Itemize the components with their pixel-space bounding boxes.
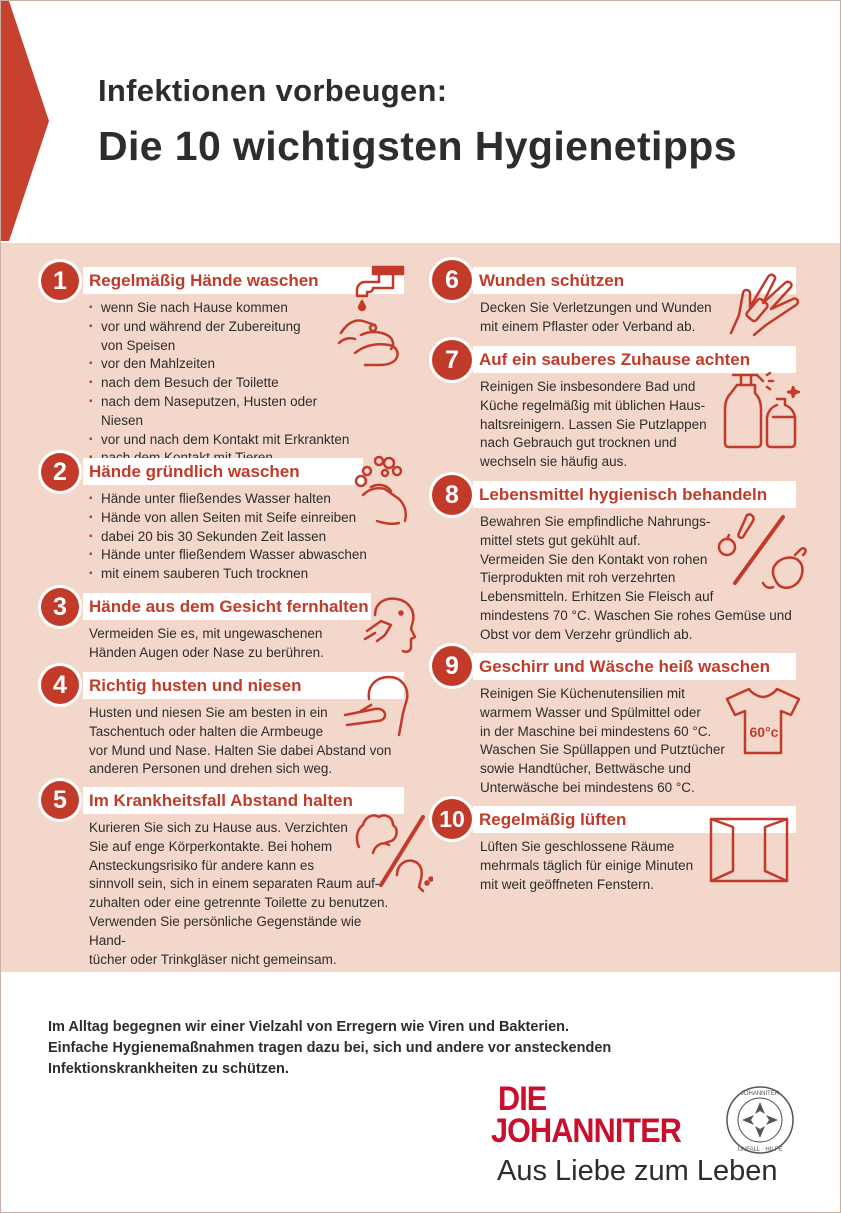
list-item: ▪ vor und nach dem Kontakt mit Erkrankten [89, 431, 359, 450]
tip-number: 1 [41, 262, 79, 300]
footer-text: Im Alltag begegnen wir einer Vielzahl von Erregern wie Viren und Bakterien. Einfache Hygienemaßnahmen tragen dazu bei, sich und andere vor ansteckenden Infektionskrankheiten zu schützen. [48, 1019, 612, 1077]
list-item: ▪ Hände von allen Seiten mit Seife einreiben [89, 509, 369, 528]
brand-logo-line1: DIE [498, 1080, 547, 1118]
tip-text: Reinigen Sie insbesondere Bad und Küche regelmäßig mit üblichen Haus- haltsreinigern. Lassen Sie Putzlappen nach Gebrauch gut trocknen und wechseln sie häufig aus. [480, 379, 707, 470]
chevron-decoration [1, 1, 51, 241]
tip-heading: Regelmäßig Hände waschen [83, 267, 404, 294]
tip-number: 6 [432, 260, 472, 300]
svg-text:JOHANNITER: JOHANNITER [740, 1091, 780, 1097]
temperature-label: 60°c [749, 724, 779, 740]
johanniter-seal-icon [725, 1085, 795, 1155]
list-item: ▪ nach dem Naseputzen, Husten oder Niesen [89, 393, 359, 431]
page-subtitle: Infektionen vorbeugen: [98, 73, 448, 108]
tip-number: 10 [432, 799, 472, 839]
page-title: Die 10 wichtigsten Hygienetipps [98, 123, 737, 169]
tip-number: 5 [41, 781, 79, 819]
tip-text: Kurieren Sie sich zu Hause aus. Verzichten Sie auf enge Körperkontakte. Bei hohem Ansteckungsrisiko für andere kann es sinnvoll sein, sich in einem separaten Raum auf- zuhalten oder eine getrennte Toilette zu benutzen. Verwenden Sie persönliche Gegenstände wie Hand- tücher oder Trinkgläser nicht gemeinsam. [89, 820, 389, 967]
tip-number: 9 [432, 646, 472, 686]
list-item: ▪ Hände unter fließendem Wasser abwaschen [89, 546, 369, 565]
list-item: ▪ dabei 20 bis 30 Sekunden Zeit lassen [89, 528, 369, 547]
tip-heading: Wunden schützen [473, 267, 796, 294]
cleaning-bottles-icon [719, 371, 805, 451]
list-item: ▪ vor den Mahlzeiten [89, 355, 359, 374]
distance-icon [353, 803, 433, 893]
list-item: ▪ mit einem sauberen Tuch trocknen [89, 565, 369, 584]
open-window-icon [707, 815, 791, 885]
tip-number: 8 [432, 475, 472, 515]
tip-text: Reinigen Sie Küchenutensilien mit warmem Wasser und Spülmittel oder in der Maschine bei mindestens 60 °C. Waschen Sie Spüllappen und Putztücher sowie Handtücher, Bettwäsche und Unterwäsche bei mindestens 60 °C. [480, 686, 725, 795]
tip-heading: Lebensmittel hygienisch behandeln [473, 481, 796, 508]
cough-elbow-icon [341, 671, 413, 739]
tip-heading: Hände aus dem Gesicht fernhalten [83, 593, 371, 620]
tshirt-60-icon [721, 685, 805, 757]
list-item: ▪ wenn Sie nach Hause kommen [89, 299, 359, 318]
tip-text: Lüften Sie geschlossene Räume mehrmals täglich für einige Minuten mit weit geöffneten Fenstern. [480, 839, 694, 892]
tip-number: 3 [41, 588, 79, 626]
tip-number: 4 [41, 666, 79, 704]
tip-heading: Geschirr und Wäsche heiß waschen [473, 653, 796, 680]
food-separation-icon [711, 509, 811, 601]
tip-heading: Richtig husten und niesen [83, 672, 404, 699]
tip-text: Vermeiden Sie es, mit ungewaschenen Händen Augen oder Nase zu berühren. [89, 626, 324, 660]
list-item: ▪ nach dem Besuch der Toilette [89, 374, 359, 393]
tip-heading: Hände gründlich waschen [83, 458, 363, 485]
brand-logo-line2: JOHANNITER [491, 1112, 681, 1150]
tip-heading: Im Krankheitsfall Abstand halten [83, 787, 404, 814]
tip-number: 2 [41, 453, 79, 491]
tip-heading: Auf ein sauberes Zuhause achten [473, 346, 796, 373]
tip-text: Decken Sie Verletzungen und Wunden mit einem Pflaster oder Verband ab. [480, 300, 712, 334]
bandaged-hand-icon [727, 269, 801, 341]
tip-list [89, 299, 359, 468]
faucet-handwash-icon [331, 263, 413, 373]
soapy-hands-icon [341, 451, 413, 533]
tip-number: 7 [432, 340, 472, 380]
tip-heading: Regelmäßig lüften [473, 806, 796, 833]
hand-face-icon [361, 593, 417, 655]
list-item: ▪ vor und während der Zubereitung von Speisen [89, 318, 359, 356]
tip-list [89, 490, 369, 584]
tip-text: Husten und niesen Sie am besten in ein Taschentuch oder halten die Armbeuge vor Mund und Nase. Halten Sie dabei Abstand von anderen Personen und drehen sich weg. [89, 705, 392, 777]
tip-text: Bewahren Sie empfindliche Nahrungs- mittel stets gut gekühlt auf. Vermeiden Sie den Kontakt von rohen Tierprodukten mit roh verzehrten Lebensmitteln. Erhitzen Sie Fleisch auf mindestens 70 °C. Waschen Sie rohes Gemüse und Obst vor dem Verzehr gründlich ab. [480, 514, 792, 642]
svg-text:UNFALL · HILFE: UNFALL · HILFE [737, 1147, 783, 1153]
brand-tagline: Aus Liebe zum Leben [497, 1155, 778, 1187]
list-item: ▪ Hände unter fließendes Wasser halten [89, 490, 369, 509]
